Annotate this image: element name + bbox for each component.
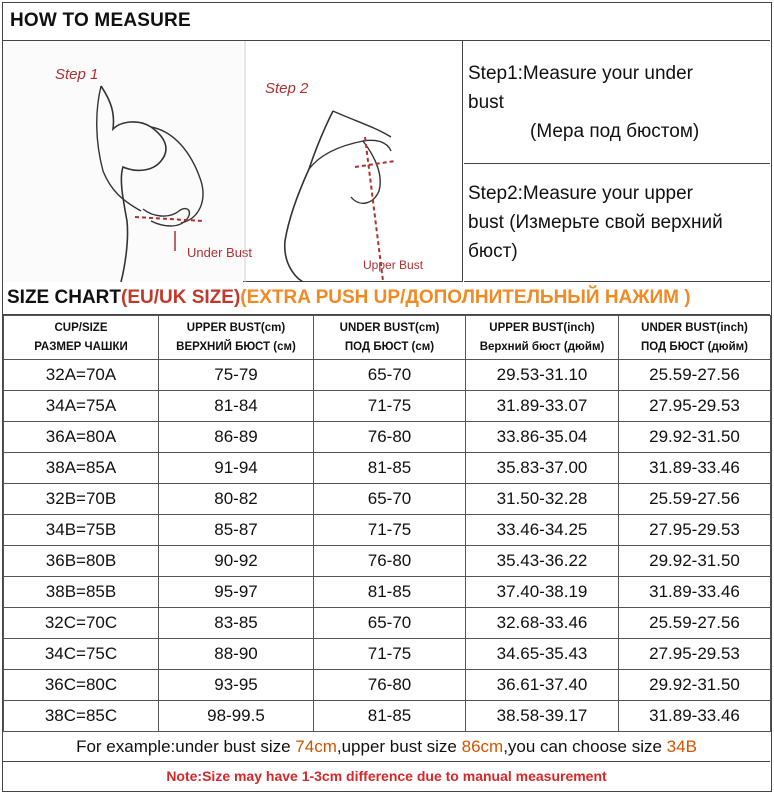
under-bust-inch-cell: 29.92-31.50 [619,546,771,577]
upper-bust-inch-cell: 32.68-33.46 [466,608,619,639]
example-upper-value: 86cm [461,737,504,756]
step1-figure [3,41,252,282]
cup-size-cell: 32B=70B [4,484,159,515]
example-mid: ,upper bust size [336,737,462,756]
table-row [4,391,771,422]
under-bust-inch-cell: 25.59-27.56 [619,608,771,639]
table-row [4,670,771,701]
under-bust-cm-cell: 71-75 [314,639,466,670]
table-row [4,577,771,608]
under-bust-cm-cell: 71-75 [314,391,466,422]
cup-size-cell: 34A=75A [4,391,159,422]
size-chart-title-type: (EXTRA PUSH UP/ДОПОЛНИТЕЛЬНЫЙ НАЖИМ ) [240,287,691,308]
under-bust-cm-cell: 76-80 [314,546,466,577]
cup-size-cell: 36B=80B [4,546,159,577]
size-table [3,315,771,732]
table-row [4,484,771,515]
cup-size-cell: 36A=80A [4,422,159,453]
example-mid2: ,you can choose size [503,737,667,756]
under-bust-inch-cell: 27.95-29.53 [619,391,771,422]
step1-instructions [464,41,770,164]
col-header-under-bust-cm: UNDER BUST(cm) ПОД БЮСТ (см) [314,316,466,360]
col-header-upper-bust-cm: UPPER BUST(cm) ВЕРХНИЙ БЮСТ (см) [159,316,314,360]
upper-bust-inch-cell: 37.40-38.19 [466,577,619,608]
page-title: HOW TO MEASURE [10,10,191,31]
example-size-value: 34B [666,737,697,756]
under-bust-label: Under Bust [187,245,253,260]
cup-size-cell: 32A=70A [4,360,159,391]
under-bust-cm-cell: 65-70 [314,360,466,391]
measure-illustration [3,41,463,282]
under-bust-inch-cell: 27.95-29.53 [619,515,771,546]
cup-size-cell: 32C=70C [4,608,159,639]
under-bust-inch-cell: 25.59-27.56 [619,360,771,391]
table-row [4,515,771,546]
table-row [4,422,771,453]
col-header-upper-bust-inch: UPPER BUST(inch) Верхний бюст (дюйм) [466,316,619,360]
under-bust-cm-cell: 81-85 [314,577,466,608]
upper-bust-inch-cell: 34.65-35.43 [466,639,619,670]
size-chart-title [3,282,770,315]
upper-bust-cm-cell: 81-84 [159,391,314,422]
size-chart-title-main: SIZE CHART [7,287,121,308]
upper-bust-cm-cell: 80-82 [159,484,314,515]
step1-russian: (Мера под бюстом) [530,121,700,142]
table-row [4,701,771,732]
step1-label: Step 1 [55,66,99,83]
under-bust-cm-cell: 71-75 [314,515,466,546]
measurement-note: Note:Size may have 1-3cm difference due to manual measurement [166,768,607,784]
size-chart-title-region: (EU/UK SIZE) [121,287,241,308]
cup-size-cell: 36C=80C [4,670,159,701]
upper-bust-inch-cell: 29.53-31.10 [466,360,619,391]
step2-figure [265,80,424,282]
col-header-cup-size: CUP/SIZE РАЗМЕР ЧАШКИ [4,316,159,360]
under-bust-cm-cell: 81-85 [314,701,466,732]
under-bust-cm-cell: 81-85 [314,453,466,484]
step1-line1: Step1:Measure your under [468,63,693,84]
col-header-under-bust-inch: UNDER BUST(inch) ПОД БЮСТ (дюйм) [619,316,771,360]
under-bust-inch-cell: 29.92-31.50 [619,670,771,701]
cup-size-cell: 38C=85C [4,701,159,732]
upper-bust-inch-cell: 33.86-35.04 [466,422,619,453]
example-prefix: For example:under bust size [76,737,296,756]
under-bust-inch-cell: 27.95-29.53 [619,639,771,670]
under-bust-cm-cell: 65-70 [314,608,466,639]
upper-bust-cm-cell: 93-95 [159,670,314,701]
example-note [3,732,770,762]
table-row [4,453,771,484]
under-bust-inch-cell: 25.59-27.56 [619,484,771,515]
upper-bust-cm-cell: 88-90 [159,639,314,670]
under-bust-cm-cell: 65-70 [314,484,466,515]
upper-bust-cm-cell: 90-92 [159,546,314,577]
table-row [4,608,771,639]
upper-bust-inch-cell: 35.83-37.00 [466,453,619,484]
size-guide-frame [2,2,772,792]
step2-line3: бюст) [468,241,518,262]
upper-bust-cm-cell: 95-97 [159,577,314,608]
cup-size-cell: 38B=85B [4,577,159,608]
upper-bust-cm-cell: 98-99.5 [159,701,314,732]
table-row [4,639,771,670]
cup-size-cell: 34C=75C [4,639,159,670]
cup-size-cell: 34B=75B [4,515,159,546]
header-bar [3,3,770,41]
under-bust-inch-cell: 31.89-33.46 [619,577,771,608]
measure-figures-svg [3,41,463,282]
under-bust-cm-cell: 76-80 [314,422,466,453]
upper-bust-cm-cell: 86-89 [159,422,314,453]
upper-bust-inch-cell: 31.50-32.28 [466,484,619,515]
step2-instructions [464,164,770,282]
table-row [4,360,771,391]
upper-bust-inch-cell: 31.89-33.07 [466,391,619,422]
step1-line2: bust [468,92,504,113]
upper-bust-inch-cell: 38.58-39.17 [466,701,619,732]
upper-bust-cm-cell: 91-94 [159,453,314,484]
upper-bust-inch-cell: 36.61-37.40 [466,670,619,701]
under-bust-cm-cell: 76-80 [314,670,466,701]
under-bust-inch-cell: 31.89-33.46 [619,701,771,732]
table-row [4,546,771,577]
upper-bust-cm-cell: 85-87 [159,515,314,546]
step2-line1: Step2:Measure your upper [468,183,693,204]
step2-label: Step 2 [265,80,309,97]
upper-bust-inch-cell: 35.43-36.22 [466,546,619,577]
under-bust-inch-cell: 31.89-33.46 [619,453,771,484]
upper-bust-label: Upper Bust [363,258,424,272]
upper-bust-cm-cell: 75-79 [159,360,314,391]
under-bust-inch-cell: 29.92-31.50 [619,422,771,453]
step2-line2: bust (Измерьте свой верхний [468,212,723,233]
example-under-value: 74cm [295,737,337,756]
size-table-header-row [4,316,771,360]
upper-bust-inch-cell: 33.46-34.25 [466,515,619,546]
upper-bust-cm-cell: 83-85 [159,608,314,639]
cup-size-cell: 38A=85A [4,453,159,484]
size-table-body [4,360,771,732]
